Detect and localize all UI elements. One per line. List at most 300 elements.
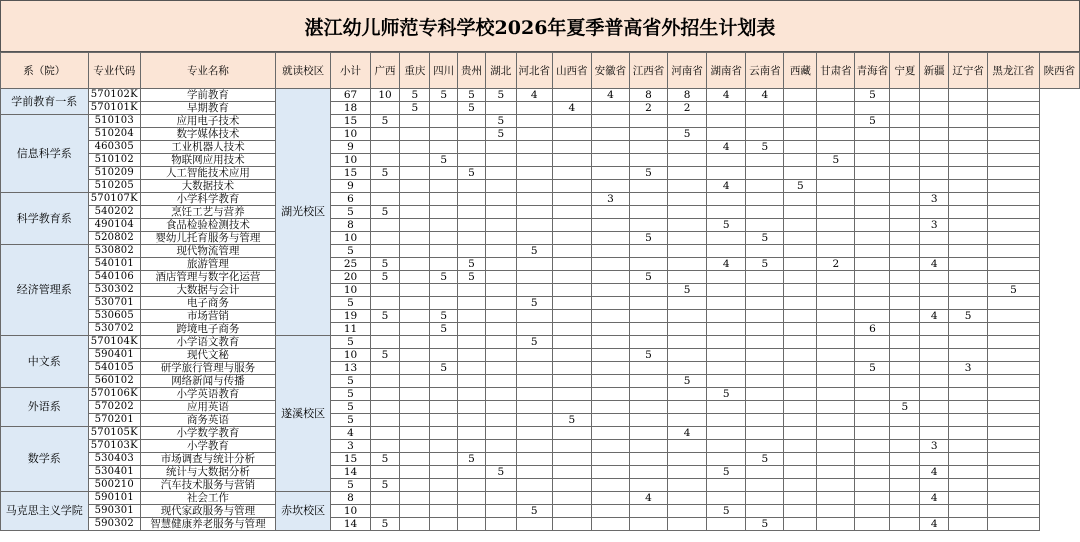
- subtotal-cell: 5: [331, 245, 370, 258]
- subtotal-cell: 10: [331, 154, 370, 167]
- province-quota-cell: [591, 492, 629, 505]
- table-row: [1, 245, 1080, 258]
- province-quota-cell: [817, 297, 855, 310]
- province-quota-cell: 5: [746, 453, 784, 466]
- province-quota-cell: [430, 167, 458, 180]
- table-row: [1, 102, 1080, 115]
- province-quota-cell: [949, 505, 988, 518]
- province-quota-cell: [817, 232, 855, 245]
- province-quota-cell: 2: [629, 102, 667, 115]
- province-quota-cell: [591, 297, 629, 310]
- province-quota-cell: 5: [430, 362, 458, 375]
- column-header: 宁夏: [890, 53, 920, 89]
- province-quota-cell: [516, 440, 552, 453]
- province-quota-cell: 5: [949, 310, 988, 323]
- province-quota-cell: [988, 440, 1039, 453]
- province-quota-cell: [430, 180, 458, 193]
- province-quota-cell: [485, 362, 516, 375]
- province-quota-cell: [707, 323, 746, 336]
- major-name-cell: 汽车技术服务与营销: [141, 479, 276, 492]
- province-quota-cell: [988, 349, 1039, 362]
- subtotal-cell: 14: [331, 466, 370, 479]
- province-quota-cell: [707, 167, 746, 180]
- province-quota-cell: 5: [370, 479, 400, 492]
- province-quota-cell: [591, 245, 629, 258]
- province-quota-cell: [988, 115, 1039, 128]
- province-quota-cell: [746, 219, 784, 232]
- province-quota-cell: [784, 336, 817, 349]
- province-quota-cell: [552, 453, 591, 466]
- major-name-cell: 大数据与会计: [141, 284, 276, 297]
- province-quota-cell: [855, 271, 890, 284]
- major-code-cell: 490104: [88, 219, 141, 232]
- province-quota-cell: [552, 115, 591, 128]
- province-quota-cell: [949, 115, 988, 128]
- province-quota-cell: [370, 219, 400, 232]
- major-name-cell: 现代物流管理: [141, 245, 276, 258]
- province-quota-cell: [552, 492, 591, 505]
- province-quota-cell: [430, 518, 458, 531]
- table-row: [1, 440, 1080, 453]
- province-quota-cell: [591, 349, 629, 362]
- province-quota-cell: [784, 414, 817, 427]
- province-quota-cell: [516, 219, 552, 232]
- major-code-cell: 530403: [88, 453, 141, 466]
- province-quota-cell: [855, 297, 890, 310]
- column-header: 陕西省: [1039, 53, 1079, 89]
- province-quota-cell: [370, 505, 400, 518]
- province-quota-cell: [552, 518, 591, 531]
- province-quota-cell: [458, 154, 486, 167]
- province-quota-cell: [746, 284, 784, 297]
- major-name-cell: 数字媒体技术: [141, 128, 276, 141]
- province-quota-cell: [746, 427, 784, 440]
- province-quota-cell: [890, 375, 920, 388]
- province-quota-cell: [458, 297, 486, 310]
- province-quota-cell: [784, 375, 817, 388]
- province-quota-cell: [485, 479, 516, 492]
- province-quota-cell: [516, 193, 552, 206]
- province-quota-cell: 5: [485, 89, 516, 102]
- major-name-cell: 应用电子技术: [141, 115, 276, 128]
- province-quota-cell: [890, 284, 920, 297]
- province-quota-cell: [516, 154, 552, 167]
- province-quota-cell: [746, 271, 784, 284]
- column-header: 湖南省: [707, 53, 746, 89]
- province-quota-cell: [516, 128, 552, 141]
- province-quota-cell: [746, 401, 784, 414]
- column-header: 青海省: [855, 53, 890, 89]
- table-row: [1, 167, 1080, 180]
- province-quota-cell: [458, 401, 486, 414]
- province-quota-cell: [746, 375, 784, 388]
- province-quota-cell: [920, 479, 949, 492]
- province-quota-cell: [988, 505, 1039, 518]
- province-quota-cell: [855, 349, 890, 362]
- province-quota-cell: [516, 414, 552, 427]
- major-code-cell: 460305: [88, 141, 141, 154]
- province-quota-cell: [485, 102, 516, 115]
- table-row: [1, 310, 1080, 323]
- major-name-cell: 旅游管理: [141, 258, 276, 271]
- province-quota-cell: [920, 362, 949, 375]
- province-quota-cell: [458, 115, 486, 128]
- province-quota-cell: [784, 362, 817, 375]
- province-quota-cell: [949, 518, 988, 531]
- province-quota-cell: [668, 440, 707, 453]
- province-quota-cell: [430, 492, 458, 505]
- province-quota-cell: [817, 362, 855, 375]
- province-quota-cell: [430, 349, 458, 362]
- province-quota-cell: [746, 310, 784, 323]
- province-quota-cell: 5: [988, 284, 1039, 297]
- province-quota-cell: [890, 180, 920, 193]
- province-quota-cell: [707, 310, 746, 323]
- province-quota-cell: [890, 414, 920, 427]
- province-quota-cell: 3: [920, 193, 949, 206]
- province-quota-cell: [629, 219, 667, 232]
- province-quota-cell: [949, 440, 988, 453]
- province-quota-cell: [920, 102, 949, 115]
- province-quota-cell: [430, 440, 458, 453]
- major-code-cell: 570101K: [88, 102, 141, 115]
- province-quota-cell: [485, 167, 516, 180]
- province-quota-cell: [591, 115, 629, 128]
- province-quota-cell: [400, 466, 430, 479]
- subtotal-cell: 11: [331, 323, 370, 336]
- province-quota-cell: [552, 141, 591, 154]
- major-code-cell: 570103K: [88, 440, 141, 453]
- province-quota-cell: [949, 323, 988, 336]
- province-quota-cell: [591, 206, 629, 219]
- province-quota-cell: [370, 102, 400, 115]
- province-quota-cell: [668, 232, 707, 245]
- province-quota-cell: [629, 115, 667, 128]
- province-quota-cell: [591, 453, 629, 466]
- province-quota-cell: [784, 401, 817, 414]
- province-quota-cell: [746, 206, 784, 219]
- province-quota-cell: [458, 414, 486, 427]
- province-quota-cell: [485, 323, 516, 336]
- province-quota-cell: [707, 518, 746, 531]
- sheet-title: 湛江幼儿师范专科学校2026年夏季普高省外招生计划表: [0, 0, 1080, 52]
- province-quota-cell: [949, 453, 988, 466]
- province-quota-cell: [430, 336, 458, 349]
- province-quota-cell: [855, 232, 890, 245]
- province-quota-cell: [784, 271, 817, 284]
- province-quota-cell: [890, 102, 920, 115]
- province-quota-cell: [516, 518, 552, 531]
- province-quota-cell: [400, 128, 430, 141]
- province-quota-cell: [890, 258, 920, 271]
- province-quota-cell: [784, 349, 817, 362]
- major-name-cell: 市场营销: [141, 310, 276, 323]
- province-quota-cell: 4: [746, 89, 784, 102]
- province-quota-cell: [552, 401, 591, 414]
- province-quota-cell: [430, 479, 458, 492]
- province-quota-cell: [707, 349, 746, 362]
- province-quota-cell: [817, 206, 855, 219]
- campus-cell: 遂溪校区: [275, 336, 331, 492]
- province-quota-cell: [988, 466, 1039, 479]
- province-quota-cell: [784, 167, 817, 180]
- province-quota-cell: [817, 388, 855, 401]
- province-quota-cell: [949, 206, 988, 219]
- province-quota-cell: [890, 466, 920, 479]
- province-quota-cell: [784, 141, 817, 154]
- subtotal-cell: 3: [331, 440, 370, 453]
- province-quota-cell: [890, 245, 920, 258]
- enrollment-plan-table: [0, 52, 1080, 531]
- province-quota-cell: [591, 505, 629, 518]
- province-quota-cell: [458, 310, 486, 323]
- province-quota-cell: [949, 141, 988, 154]
- province-quota-cell: [485, 375, 516, 388]
- subtotal-cell: 10: [331, 128, 370, 141]
- major-code-cell: 570201: [88, 414, 141, 427]
- province-quota-cell: [668, 271, 707, 284]
- province-quota-cell: [890, 323, 920, 336]
- province-quota-cell: [920, 414, 949, 427]
- province-quota-cell: [855, 479, 890, 492]
- province-quota-cell: [668, 206, 707, 219]
- province-quota-cell: [949, 466, 988, 479]
- province-quota-cell: [629, 297, 667, 310]
- major-name-cell: 网络新闻与传播: [141, 375, 276, 388]
- subtotal-cell: 5: [331, 401, 370, 414]
- province-quota-cell: 5: [370, 453, 400, 466]
- province-quota-cell: [458, 388, 486, 401]
- province-quota-cell: [920, 323, 949, 336]
- province-quota-cell: [591, 323, 629, 336]
- province-quota-cell: [485, 271, 516, 284]
- province-quota-cell: [400, 180, 430, 193]
- province-quota-cell: [855, 128, 890, 141]
- province-quota-cell: [370, 141, 400, 154]
- province-quota-cell: [920, 453, 949, 466]
- major-name-cell: 现代家政服务与管理: [141, 505, 276, 518]
- province-quota-cell: [855, 440, 890, 453]
- province-quota-cell: [890, 349, 920, 362]
- column-header: 就读校区: [275, 53, 331, 89]
- province-quota-cell: [552, 89, 591, 102]
- province-quota-cell: [668, 479, 707, 492]
- major-name-cell: 电子商务: [141, 297, 276, 310]
- department-cell: 科学教育系: [1, 193, 89, 245]
- province-quota-cell: [591, 258, 629, 271]
- table-row: [1, 466, 1080, 479]
- province-quota-cell: [707, 427, 746, 440]
- province-quota-cell: [920, 336, 949, 349]
- province-quota-cell: [629, 505, 667, 518]
- major-code-cell: 510204: [88, 128, 141, 141]
- province-quota-cell: [370, 440, 400, 453]
- province-quota-cell: [591, 284, 629, 297]
- province-quota-cell: [988, 271, 1039, 284]
- province-quota-cell: 5: [458, 453, 486, 466]
- province-quota-cell: [400, 232, 430, 245]
- province-quota-cell: [516, 206, 552, 219]
- province-quota-cell: [817, 245, 855, 258]
- province-quota-cell: [516, 232, 552, 245]
- province-quota-cell: [890, 219, 920, 232]
- province-quota-cell: [370, 128, 400, 141]
- department-cell: 信息科学系: [1, 115, 89, 193]
- province-quota-cell: [784, 492, 817, 505]
- province-quota-cell: [668, 115, 707, 128]
- province-quota-cell: [458, 323, 486, 336]
- table-row: [1, 89, 1080, 102]
- province-quota-cell: 4: [707, 89, 746, 102]
- table-row: [1, 141, 1080, 154]
- province-quota-cell: [988, 518, 1039, 531]
- province-quota-cell: [400, 453, 430, 466]
- major-name-cell: 小学英语教育: [141, 388, 276, 401]
- province-quota-cell: [370, 323, 400, 336]
- major-code-cell: 570106K: [88, 388, 141, 401]
- province-quota-cell: [784, 258, 817, 271]
- province-quota-cell: [707, 414, 746, 427]
- column-header: 辽宁省: [949, 53, 988, 89]
- province-quota-cell: 4: [707, 180, 746, 193]
- province-quota-cell: 2: [817, 258, 855, 271]
- province-quota-cell: [400, 505, 430, 518]
- province-quota-cell: [668, 466, 707, 479]
- table-row: [1, 271, 1080, 284]
- major-name-cell: 食品检验检测技术: [141, 219, 276, 232]
- province-quota-cell: 5: [370, 271, 400, 284]
- province-quota-cell: [855, 492, 890, 505]
- province-quota-cell: [400, 193, 430, 206]
- province-quota-cell: [988, 388, 1039, 401]
- province-quota-cell: [458, 206, 486, 219]
- province-quota-cell: [668, 167, 707, 180]
- province-quota-cell: [668, 388, 707, 401]
- column-header: 甘肃省: [817, 53, 855, 89]
- province-quota-cell: [668, 401, 707, 414]
- province-quota-cell: [629, 479, 667, 492]
- province-quota-cell: 5: [458, 89, 486, 102]
- province-quota-cell: 5: [707, 466, 746, 479]
- department-cell: 外语系: [1, 388, 89, 427]
- province-quota-cell: [400, 167, 430, 180]
- province-quota-cell: [458, 492, 486, 505]
- province-quota-cell: [949, 180, 988, 193]
- province-quota-cell: [855, 180, 890, 193]
- province-quota-cell: [890, 167, 920, 180]
- province-quota-cell: 4: [552, 102, 591, 115]
- province-quota-cell: [400, 245, 430, 258]
- table-row: [1, 479, 1080, 492]
- province-quota-cell: [988, 258, 1039, 271]
- province-quota-cell: 4: [920, 310, 949, 323]
- province-quota-cell: [668, 258, 707, 271]
- major-name-cell: 物联网应用技术: [141, 154, 276, 167]
- province-quota-cell: [784, 505, 817, 518]
- province-quota-cell: [370, 414, 400, 427]
- province-quota-cell: [707, 102, 746, 115]
- province-quota-cell: 5: [890, 401, 920, 414]
- province-quota-cell: [817, 453, 855, 466]
- column-header: 湖北: [485, 53, 516, 89]
- province-quota-cell: [400, 349, 430, 362]
- province-quota-cell: [855, 284, 890, 297]
- province-quota-cell: [370, 427, 400, 440]
- column-header: 黑龙江省: [988, 53, 1039, 89]
- province-quota-cell: [784, 232, 817, 245]
- campus-cell: 湖光校区: [275, 89, 331, 336]
- province-quota-cell: [890, 427, 920, 440]
- province-quota-cell: [516, 102, 552, 115]
- province-quota-cell: 5: [855, 362, 890, 375]
- subtotal-cell: 10: [331, 284, 370, 297]
- column-header: 专业名称: [141, 53, 276, 89]
- province-quota-cell: [707, 271, 746, 284]
- province-quota-cell: 5: [746, 258, 784, 271]
- table-row: [1, 258, 1080, 271]
- column-header: 西藏: [784, 53, 817, 89]
- province-quota-cell: [485, 440, 516, 453]
- province-quota-cell: 5: [746, 518, 784, 531]
- province-quota-cell: [485, 297, 516, 310]
- province-quota-cell: [370, 375, 400, 388]
- province-quota-cell: [890, 453, 920, 466]
- province-quota-cell: 5: [458, 102, 486, 115]
- province-quota-cell: [552, 128, 591, 141]
- subtotal-cell: 14: [331, 518, 370, 531]
- province-quota-cell: [400, 362, 430, 375]
- province-quota-cell: [949, 349, 988, 362]
- province-quota-cell: [855, 518, 890, 531]
- province-quota-cell: [591, 167, 629, 180]
- province-quota-cell: 3: [591, 193, 629, 206]
- province-quota-cell: 5: [430, 271, 458, 284]
- province-quota-cell: [920, 115, 949, 128]
- province-quota-cell: [920, 401, 949, 414]
- province-quota-cell: [516, 284, 552, 297]
- province-quota-cell: [430, 102, 458, 115]
- province-quota-cell: 4: [920, 518, 949, 531]
- province-quota-cell: [988, 297, 1039, 310]
- province-quota-cell: [552, 232, 591, 245]
- province-quota-cell: 8: [629, 89, 667, 102]
- province-quota-cell: [400, 388, 430, 401]
- subtotal-cell: 20: [331, 271, 370, 284]
- province-quota-cell: [400, 219, 430, 232]
- province-quota-cell: [707, 128, 746, 141]
- province-quota-cell: 5: [430, 89, 458, 102]
- province-quota-cell: [707, 440, 746, 453]
- province-quota-cell: [988, 154, 1039, 167]
- province-quota-cell: [855, 219, 890, 232]
- province-quota-cell: 4: [629, 492, 667, 505]
- province-quota-cell: 5: [458, 258, 486, 271]
- province-quota-cell: [430, 193, 458, 206]
- province-quota-cell: [668, 323, 707, 336]
- major-code-cell: 590101: [88, 492, 141, 505]
- province-quota-cell: [400, 336, 430, 349]
- province-quota-cell: [430, 453, 458, 466]
- province-quota-cell: [485, 336, 516, 349]
- major-code-cell: 570107K: [88, 193, 141, 206]
- province-quota-cell: [988, 310, 1039, 323]
- major-code-cell: 500210: [88, 479, 141, 492]
- province-quota-cell: [949, 128, 988, 141]
- province-quota-cell: [784, 154, 817, 167]
- province-quota-cell: [855, 388, 890, 401]
- province-quota-cell: [629, 258, 667, 271]
- province-quota-cell: [784, 479, 817, 492]
